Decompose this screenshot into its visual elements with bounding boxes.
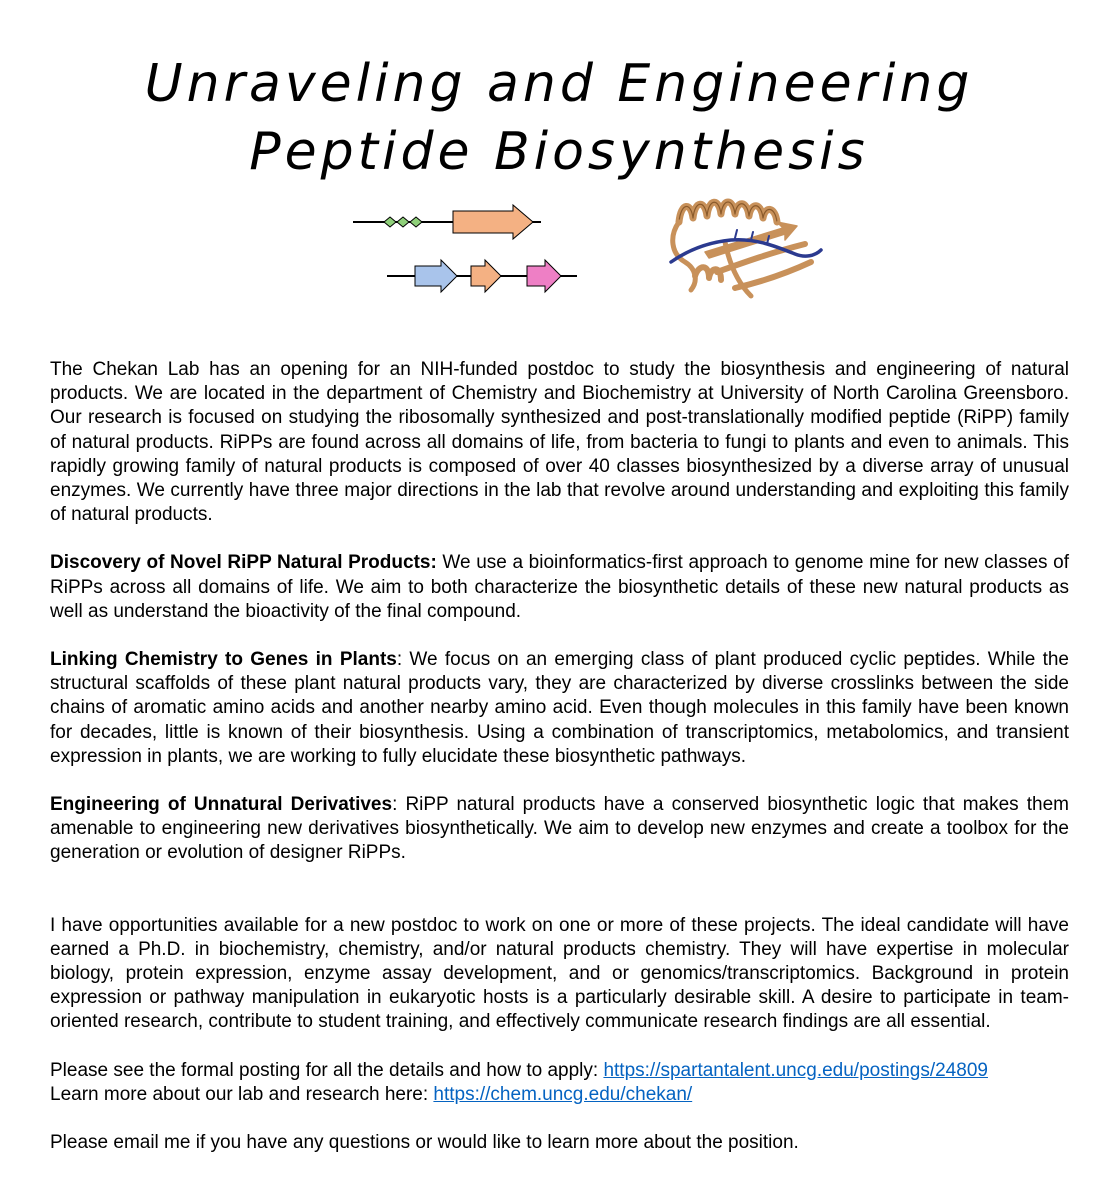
opportunity-paragraph: I have opportunities available for a new postdoc to work on one or more of these projects. The ideal candidate will have earned a Ph.D. in biochemistry, chemistry, and/or natural products chemistry. They will have expertise in molecular biology, protein expression, enzyme assay development, and or genomics/transcriptomics. Background in protein expression or pathway manipulation in eukaryotic hosts is a particularly desirable skill. A desire to participate in team-oriented research, contribute to student training, and effectively communicate research findings are all essential. bbox=[50, 914, 1069, 1033]
page-title bbox=[0, 50, 1118, 186]
section-heading: Discovery of Novel RiPP Natural Products: bbox=[50, 552, 437, 574]
intro-paragraph: The Chekan Lab has an opening for an NIH-funded postdoc to study the biosynthesis and engineering of natural products. We are located in the department of Chemistry and Biochemistry at University of North Carolina Greensboro. Our research is focused on studying the ribosomally synthesized and post-translationally modified peptide (RiPP) family of natural products. RiPPs are found across all domains of life, from bacteria to fungi to plants and even to animals. This rapidly growing family of natural products is composed of over 40 classes biosynthesized by a diverse array of unusual enzymes. We currently have three major directions in the lab that revolve around understanding and exploiting this family of natural products. bbox=[50, 359, 1069, 526]
section-body: : We focus on an emerging class of plant produced cyclic peptides. While the structural scaffolds of these plant natural products vary, they are characterized by diverse crosslinks between the side chains of aromatic amino acids and another nearby amino acid. Even though molecules in this family have been known for decades, little is known of their biosynthesis. Using a combination of transcriptomics, metabolomics, and transient expression in plants, we are working to fully elucidate these biosynthetic pathways. bbox=[50, 649, 1069, 767]
section-body: : RiPP natural products have a conserved biosynthetic logic that makes them amenable to engineering new derivatives biosynthetically. We aim to develop new enzymes and create a toolbox for the generation or evolution of designer RiPPs. bbox=[50, 794, 1069, 864]
section-discovery bbox=[50, 551, 1069, 624]
section-engineering bbox=[50, 793, 1069, 866]
document-body bbox=[50, 358, 1069, 1155]
posting-link[interactable]: https://spartantalent.uncg.edu/postings/24809 bbox=[603, 1059, 988, 1081]
posting-line bbox=[50, 1059, 1069, 1107]
gene-cluster-arrows-icon bbox=[345, 198, 585, 298]
posting-text: Please see the formal posting for all the details and how to apply: bbox=[50, 1059, 604, 1081]
lab-link[interactable]: https://chem.uncg.edu/chekan/ bbox=[433, 1083, 693, 1105]
closing-paragraph: Please email me if you have any questions or would like to learn more about the position. bbox=[50, 1132, 799, 1154]
protein-ribbon-structure-icon bbox=[665, 192, 825, 304]
section-heading: Engineering of Unnatural Derivatives bbox=[50, 794, 393, 816]
section-plants bbox=[50, 648, 1069, 769]
title-line-1: Unraveling and Engineering bbox=[144, 54, 974, 114]
section-heading: Linking Chemistry to Genes in Plants bbox=[50, 649, 397, 671]
title-line-2: Peptide Biosynthesis bbox=[249, 122, 869, 182]
section-body: We use a bioinformatics-first approach to genome mine for new classes of RiPPs across all domains of life. We aim to both characterize the biosynthetic details of these new natural products as well as understand the bioactivity of the final compound. bbox=[50, 552, 1069, 622]
lab-text: Learn more about our lab and research here: bbox=[50, 1083, 434, 1105]
